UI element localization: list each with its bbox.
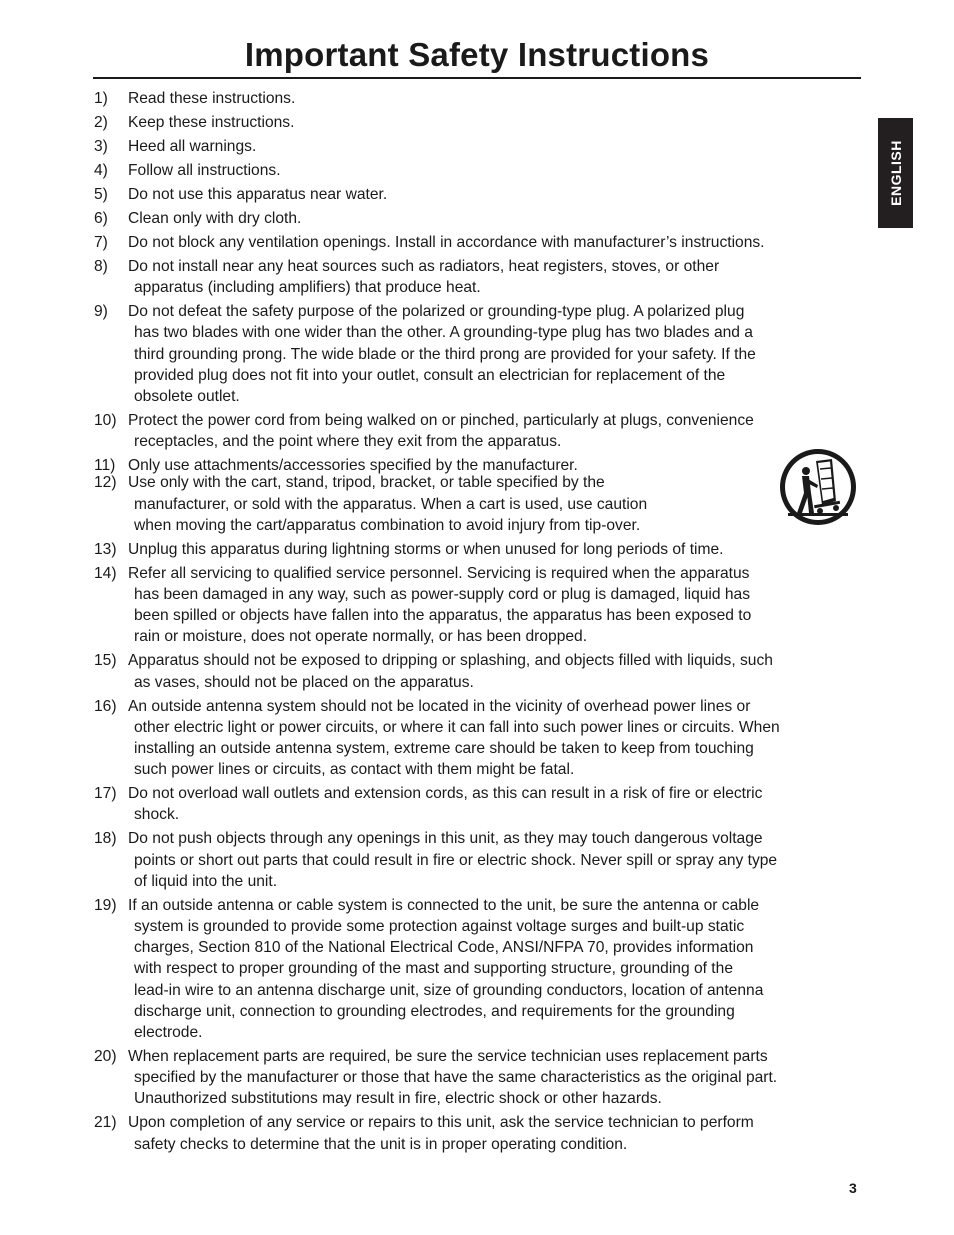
list-item-text: has two blades with one wider than the other. A grounding-type plug has two blades and a bbox=[134, 324, 753, 342]
list-item-text: Do not use this apparatus near water. bbox=[128, 186, 388, 203]
list-item-text: system is grounded to provide some protection against voltage surges and built-up static bbox=[134, 918, 745, 936]
list-item-text: shock. bbox=[134, 806, 180, 824]
list-item-text: apparatus (including amplifiers) that produce heat. bbox=[134, 279, 481, 297]
list-item-text: such power lines or circuits, as contact with them might be fatal. bbox=[134, 761, 575, 779]
list-item-text: receptacles, and the point where they exit from the apparatus. bbox=[134, 433, 562, 451]
list-item-text: lead-in wire to an antenna discharge unit, size of grounding conductors, location of antenna bbox=[134, 981, 764, 999]
safety-instructions-list bbox=[93, 88, 823, 1158]
list-item-text: obsolete outlet. bbox=[134, 388, 240, 406]
list-item-text: Only use attachments/accessories specified by the manufacturer. bbox=[128, 457, 578, 475]
list-item bbox=[93, 539, 823, 560]
list-item-number: 3) bbox=[94, 138, 108, 155]
list-item-text: Do not defeat the safety purpose of the polarized or grounding-type plug. A polarized plug bbox=[128, 303, 745, 321]
list-item-text: Clean only with dry cloth. bbox=[128, 210, 302, 227]
list-item bbox=[93, 1046, 823, 1110]
list-item-text: An outside antenna system should not be located in the vicinity of overhead power lines or bbox=[128, 697, 751, 715]
list-item-text: as vases, should not be placed on the apparatus. bbox=[134, 673, 474, 691]
list-item-number: 16) bbox=[94, 697, 117, 715]
list-item-number: 19) bbox=[94, 896, 117, 914]
list-item-number: 11) bbox=[94, 457, 116, 475]
list-item-text: third grounding prong. The wide blade or the third prong are provided for your safety. If the bbox=[134, 345, 756, 363]
list-item bbox=[93, 256, 823, 298]
list-item bbox=[93, 1112, 823, 1154]
list-item-number: 8) bbox=[94, 258, 108, 275]
list-item-text: with respect to proper grounding of the mast and supporting structure, grounding of the bbox=[134, 960, 733, 978]
list-item-number: 15) bbox=[94, 652, 117, 670]
language-tab bbox=[878, 118, 913, 228]
list-item bbox=[93, 184, 823, 205]
list-item bbox=[93, 828, 823, 892]
list-item bbox=[93, 696, 823, 781]
list-item-text: manufacturer, or sold with the apparatus. When a cart is used, use caution bbox=[134, 495, 648, 513]
list-item-number: 2) bbox=[94, 114, 108, 131]
list-item-text: Keep these instructions. bbox=[128, 114, 295, 131]
list-item-text: Protect the power cord from being walked on or pinched, particularly at plugs, convenience bbox=[128, 412, 754, 430]
list-item-text: rain or moisture, does not operate normally, or has been dropped. bbox=[134, 628, 588, 646]
list-item-text: Refer all servicing to qualified service personnel. Servicing is required when the apparatus bbox=[128, 564, 750, 582]
list-item-text: specified by the manufacturer or those that have the same characteristics as the original part. bbox=[134, 1069, 778, 1087]
list-item bbox=[93, 895, 823, 1043]
list-item bbox=[93, 410, 823, 452]
list-item-number: 20) bbox=[94, 1048, 117, 1066]
list-item-text: Do not block any ventilation openings. Install in accordance with manufacturer’s instructions. bbox=[128, 234, 765, 251]
list-item-number: 17) bbox=[94, 785, 117, 803]
list-item-text: been spilled or objects have fallen into the apparatus, the apparatus has been exposed to bbox=[134, 607, 752, 625]
list-item-number: 12) bbox=[94, 474, 117, 492]
page-title: Important Safety Instructions bbox=[244, 36, 710, 73]
list-item-text: when moving the cart/apparatus combination to avoid injury from tip-over. bbox=[134, 516, 641, 534]
list-item bbox=[93, 160, 823, 181]
list-item-text: Unplug this apparatus during lightning storms or when unused for long periods of time. bbox=[128, 540, 724, 558]
list-item-text: Read these instructions. bbox=[128, 90, 296, 107]
list-item-number: 14) bbox=[94, 564, 117, 582]
list-item-number: 21) bbox=[94, 1114, 117, 1132]
list-item bbox=[93, 232, 823, 253]
page-number: 3 bbox=[849, 1180, 857, 1196]
list-item-text: charges, Section 810 of the National Electrical Code, ANSI/NFPA 70, provides information bbox=[134, 939, 754, 957]
list-item-number: 5) bbox=[94, 186, 108, 203]
list-item-text: Do not overload wall outlets and extension cords, as this can result in a risk of fire or electric bbox=[128, 785, 763, 803]
list-item-text: Heed all warnings. bbox=[128, 138, 257, 155]
list-item-text: Upon completion of any service or repairs to this unit, ask the service technician to perform bbox=[128, 1114, 754, 1132]
list-item bbox=[93, 650, 823, 692]
list-item-text: points or short out parts that could result in fire or electric shock. Never spill or spray any type bbox=[134, 851, 778, 869]
list-item-text: electrode. bbox=[134, 1024, 203, 1042]
cart-tip-over-warning-icon bbox=[778, 447, 858, 527]
language-tab-label: ENGLISH bbox=[887, 140, 904, 206]
list-item-text: Use only with the cart, stand, tripod, bracket, or table specified by the bbox=[128, 474, 605, 492]
list-item-text: When replacement parts are required, be sure the service technician uses replacement parts bbox=[128, 1048, 768, 1066]
list-item-text: Do not install near any heat sources such as radiators, heat registers, stoves, or other bbox=[128, 258, 720, 275]
list-item-text: Unauthorized substitutions may result in fire, electric shock or other hazards. bbox=[134, 1090, 662, 1108]
list-item-number: 7) bbox=[94, 234, 108, 251]
list-item-number: 1) bbox=[94, 90, 108, 107]
list-item bbox=[93, 472, 823, 536]
list-item-text: Do not push objects through any openings in this unit, as they may touch dangerous voltage bbox=[128, 830, 763, 848]
list-item-text: discharge unit, connection to grounding electrodes, and requirements for the grounding bbox=[134, 1002, 735, 1020]
list-item-number: 6) bbox=[94, 210, 108, 227]
list-item bbox=[93, 563, 823, 648]
list-item-text: installing an outside antenna system, extreme care should be taken to keep from touching bbox=[134, 740, 754, 758]
list-item-text: If an outside antenna or cable system is connected to the unit, be sure the antenna or cable bbox=[128, 896, 760, 914]
list-item bbox=[93, 208, 823, 229]
list-item-text: of liquid into the unit. bbox=[134, 872, 278, 890]
list-item-text: has been damaged in any way, such as power-supply cord or plug is damaged, liquid has bbox=[134, 586, 751, 604]
list-item-text: other electric light or power circuits, or where it can fall into such power lines or circuits. When bbox=[134, 718, 780, 736]
list-item-number: 9) bbox=[94, 303, 108, 321]
title-rule bbox=[93, 77, 861, 79]
list-item bbox=[93, 301, 823, 407]
list-item bbox=[93, 88, 823, 109]
list-item-number: 13) bbox=[94, 540, 117, 558]
list-item-text: safety checks to determine that the unit is in proper operating condition. bbox=[134, 1135, 628, 1153]
list-item bbox=[93, 783, 823, 825]
list-item-text: Follow all instructions. bbox=[128, 162, 281, 179]
list-item-number: 18) bbox=[94, 830, 117, 848]
list-item-text: provided plug does not fit into your outlet, consult an electrician for replacement of the bbox=[134, 366, 726, 384]
list-item-text: Apparatus should not be exposed to dripping or splashing, and objects filled with liquids, such bbox=[128, 652, 773, 670]
list-item-number: 10) bbox=[94, 412, 117, 430]
list-item-number: 4) bbox=[94, 162, 108, 179]
list-item bbox=[93, 112, 823, 133]
list-item bbox=[93, 136, 823, 157]
